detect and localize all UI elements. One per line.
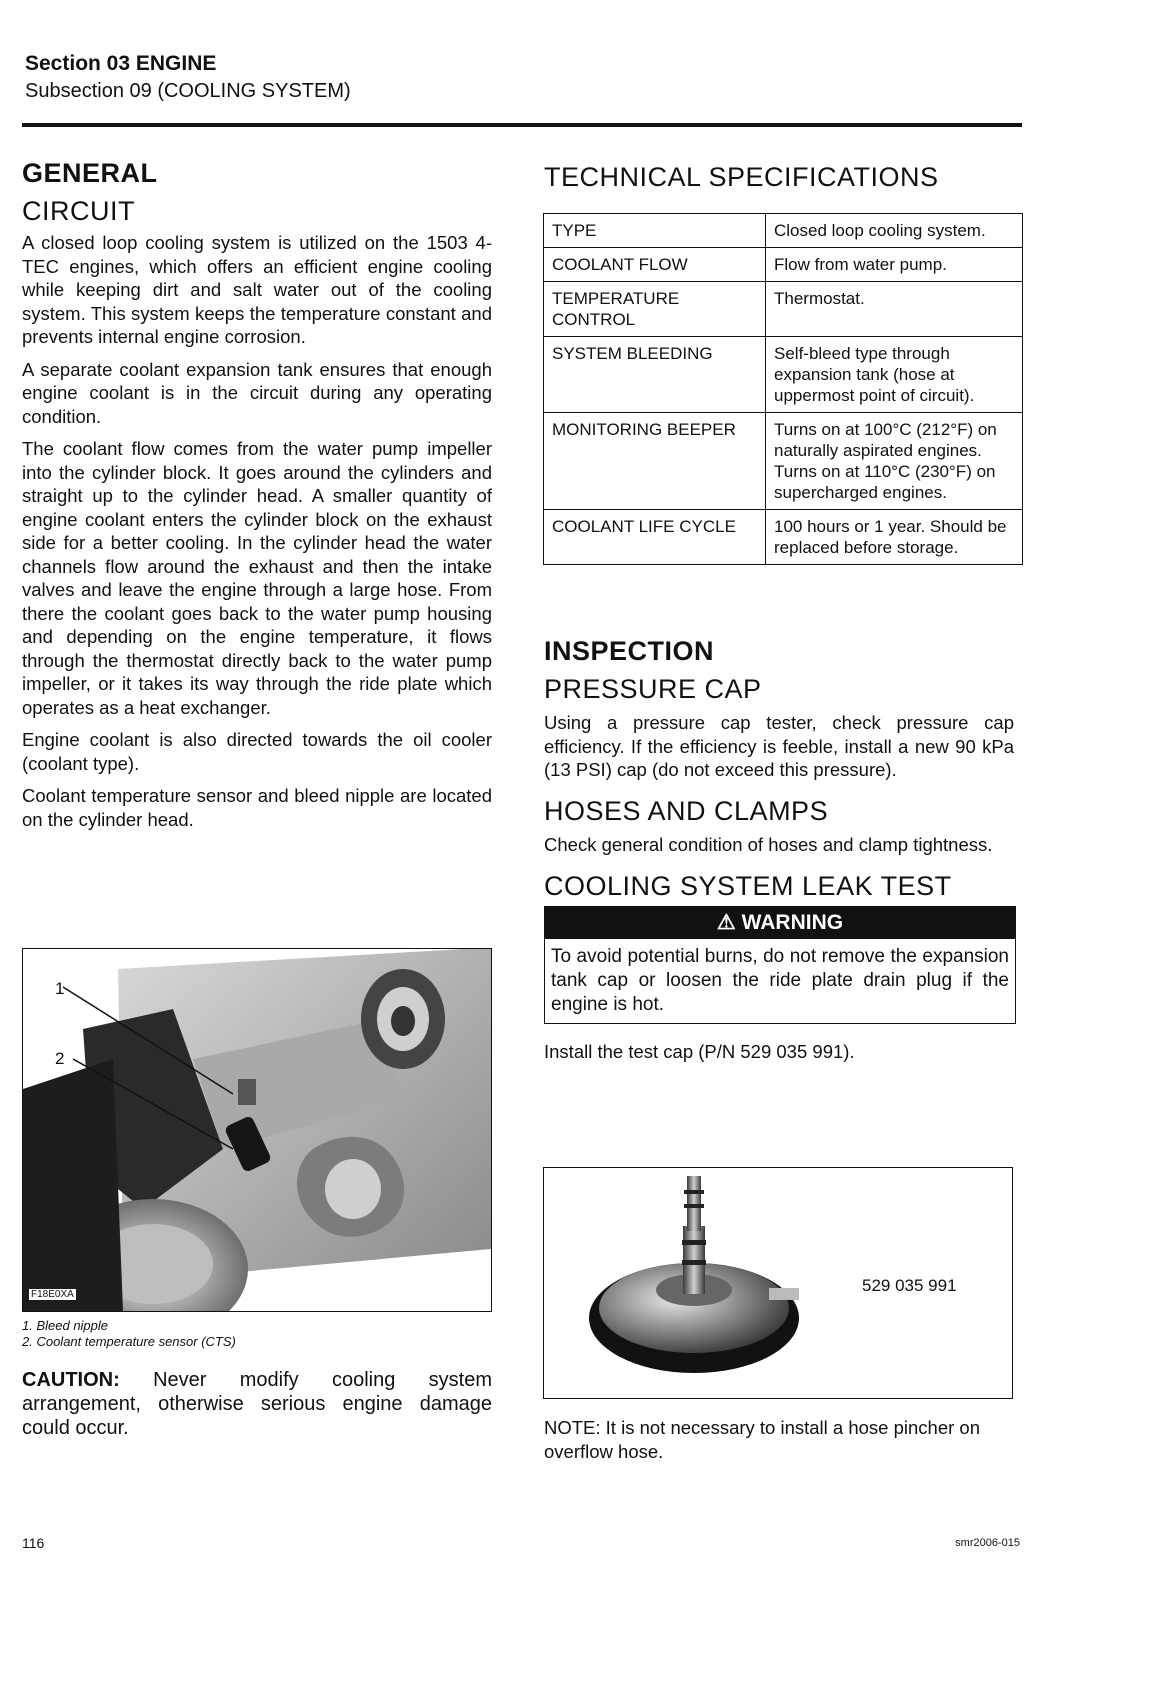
- table-row: [544, 282, 1023, 337]
- spec-key: COOLANT LIFE CYCLE: [544, 510, 766, 565]
- legend-1: 1. Bleed nipple: [22, 1318, 109, 1333]
- spec-value: Self-bleed type through expansion tank (hose at uppermost point of circuit).: [766, 337, 1023, 413]
- inspection-heading: INSPECTION: [544, 636, 715, 666]
- caution-block: [22, 1368, 492, 1440]
- engine-figure: [22, 948, 492, 1312]
- circuit-paragraph-2: A separate coolant expansion tank ensures that enough engine coolant is in the circuit during any operating condition.: [22, 358, 492, 427]
- circuit-heading: CIRCUIT: [22, 195, 135, 226]
- note-label: NOTE:: [544, 1417, 601, 1438]
- caution-label: CAUTION:: [22, 1369, 120, 1391]
- header-rule: [22, 123, 1022, 127]
- leak-test-heading: COOLING SYSTEM LEAK TEST: [544, 870, 952, 901]
- right-column-lower: [544, 636, 1014, 1073]
- hoses-text: Check general condition of hoses and clamp tightness.: [544, 834, 993, 855]
- spec-key: TYPE: [544, 214, 766, 248]
- subsection-title: Subsection 09 (COOLING SYSTEM): [25, 80, 351, 102]
- spec-key: MONITORING BEEPER: [544, 413, 766, 510]
- callout-1: 1: [55, 979, 65, 998]
- table-row: [544, 510, 1023, 565]
- hoses-heading: HOSES AND CLAMPS: [544, 795, 829, 826]
- spec-key: TEMPERATURE CONTROL: [544, 282, 766, 337]
- circuit-paragraph-4: Engine coolant is also directed towards the oil cooler (coolant type).: [22, 729, 492, 774]
- pressure-cap-text: Using a pressure cap tester, check pressure cap efficiency. If the efficiency is feeble, install a new 90 kPa (13 PSI) cap (do not exceed this pressure).: [544, 712, 1014, 780]
- circuit-paragraph-1: A closed loop cooling system is utilized on the 1503 4-TEC engines, which offers an efficient engine cooling while keeping dirt and salt water out of the cooling system. This system keeps the temperature constant and prevents internal engine corrosion.: [22, 232, 492, 347]
- part-number-label: 529 035 991: [862, 1276, 957, 1295]
- engine-photo: [23, 949, 491, 1311]
- warning-header: [545, 907, 1015, 939]
- spec-value: Turns on at 100°C (212°F) on naturally aspirated engines. Turns on at 110°C (230°F) on supercharged engines.: [766, 413, 1023, 510]
- left-column: [22, 158, 492, 840]
- spec-value: Closed loop cooling system.: [766, 214, 1023, 248]
- spec-key: SYSTEM BLEEDING: [544, 337, 766, 413]
- pressure-cap-heading: PRESSURE CAP: [544, 673, 762, 704]
- warning-box: [544, 906, 1016, 1024]
- circuit-paragraph-3: The coolant flow comes from the water pump impeller into the cylinder block. It goes around the cylinders and straight up to the cylinder head. A smaller quantity of engine coolant enters the cylinder block on the exhaust side for a better cooling. In the cylinder head the water channels flow around the exhaust and then the intake valves and leave the engine through a large hose. From there the coolant goes back to the water pump housing and depending on the engine temperature, it flows through the thermostat directly back to the water pump impeller, or it takes its way through the ride plate which operates as a heat exchanger.: [22, 438, 492, 718]
- general-heading: GENERAL: [22, 158, 158, 188]
- spec-table: [543, 213, 1023, 565]
- warning-label: WARNING: [741, 911, 844, 934]
- note-block: [544, 1416, 1014, 1463]
- caution-text: Never modify cooling system arrangement, otherwise serious engine damage could occur.: [22, 1369, 492, 1439]
- test-cap-figure: [543, 1167, 1013, 1399]
- spec-value: Flow from water pump.: [766, 248, 1023, 282]
- table-row: [544, 337, 1023, 413]
- page-number: 116: [22, 1535, 45, 1551]
- spec-value: 100 hours or 1 year. Should be replaced before storage.: [766, 510, 1023, 565]
- install-text: Install the test cap (P/N 529 035 991).: [544, 1041, 855, 1062]
- figure-code: F18E0XA: [31, 1289, 74, 1300]
- table-row: [544, 413, 1023, 510]
- legend-2: 2. Coolant temperature sensor (CTS): [22, 1334, 236, 1349]
- document-code: smr2006-015: [955, 1537, 1020, 1549]
- warning-text: To avoid potential burns, do not remove the expansion tank cap or loosen the ride plate drain plug if the engine is hot.: [551, 946, 1009, 1015]
- spec-value: Thermostat.: [766, 282, 1023, 337]
- spec-key: COOLANT FLOW: [544, 248, 766, 282]
- circuit-paragraph-5: Coolant temperature sensor and bleed nipple are located on the cylinder head.: [22, 785, 492, 830]
- tech-specs-heading: TECHNICAL SPECIFICATIONS: [544, 162, 939, 192]
- warning-triangle-icon: ⚠: [716, 911, 736, 934]
- note-text: It is not necessary to install a hose pincher on overflow hose.: [544, 1417, 980, 1462]
- table-row: [544, 248, 1023, 282]
- section-title: Section 03 ENGINE: [25, 52, 217, 75]
- callout-2: 2: [55, 1049, 65, 1068]
- table-row: [544, 214, 1023, 248]
